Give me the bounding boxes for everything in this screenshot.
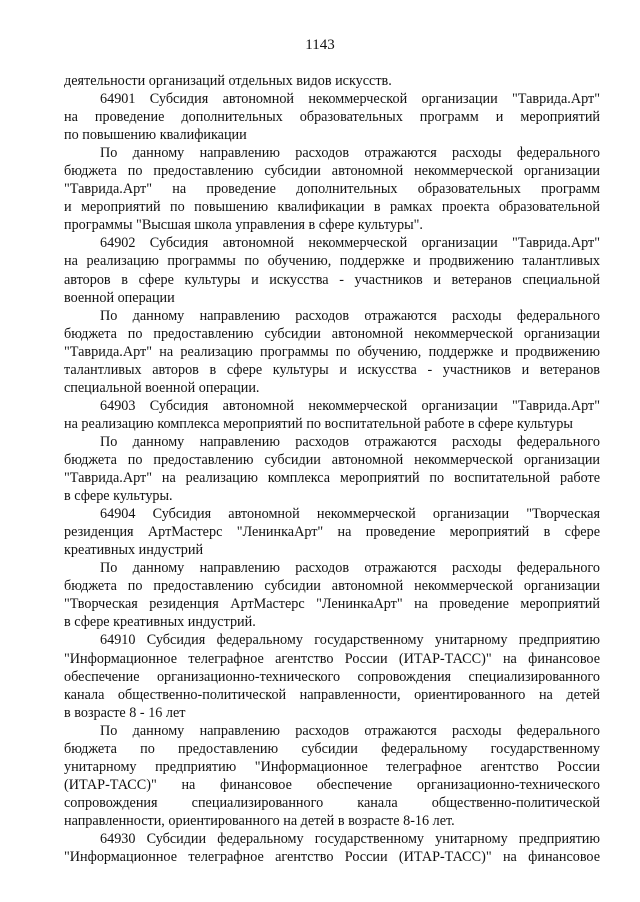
paragraph — [64, 307, 600, 397]
paragraph — [64, 144, 600, 234]
text-line: военной операции — [64, 289, 175, 306]
text-line: По данному направлению расходов отражаются расходы федерального — [100, 307, 600, 324]
paragraph — [64, 433, 600, 505]
text-line: "Творческая резиденция АртМастерс "ЛенинкаАрт" на проведение мероприятий — [64, 596, 600, 613]
text-line: унитарному предприятию "Информационное телеграфное агентство России — [64, 758, 600, 775]
paragraph — [64, 559, 600, 631]
text-line: 64902 Субсидия автономной некоммерческой организации "Таврида.Арт" — [100, 235, 600, 252]
text-line: в сфере креативных индустрий. — [64, 614, 256, 631]
text-line: бюджета по предоставлению субсидии автономной некоммерческой организации — [64, 325, 600, 342]
paragraph — [64, 397, 600, 433]
text-line: 64903 Субсидия автономной некоммерческой организации "Таврида.Арт" — [100, 397, 600, 414]
text-line: 64910 Субсидия федеральному государственному унитарному предприятию — [100, 632, 600, 649]
text-line: 64901 Субсидия автономной некоммерческой организации "Таврида.Арт" — [100, 91, 600, 108]
text-line: канала общественно-политической направленности, ориентированного на детей — [64, 686, 600, 703]
text-line: По данному направлению расходов отражаются расходы федерального — [100, 145, 600, 162]
page-number: 1143 — [305, 37, 335, 53]
text-line: обеспечение организационно-технического сопровождения специализированного — [64, 668, 600, 685]
text-line: направленности, ориентированного на детей в возрасте 8-16 лет. — [64, 812, 455, 829]
text-line: резиденция АртМастерс "ЛенинкаАрт" на проведение мероприятий в сфере — [64, 524, 600, 541]
text-line: (ИТАР-ТАСС)" на финансовое обеспечение организационно-технического — [64, 776, 600, 793]
paragraph — [64, 90, 600, 144]
paragraph — [64, 722, 600, 830]
text-line: по повышению квалификации — [64, 127, 247, 144]
text-line: сопровождения специализированного канала общественно-политической — [64, 794, 600, 811]
text-line: "Таврида.Арт" на реализацию комплекса мероприятий по воспитательной работе — [64, 470, 600, 487]
paragraph — [64, 830, 600, 866]
text-line: "Информационное телеграфное агентство России (ИТАР-ТАСС)" на финансовое — [64, 650, 600, 667]
paragraph — [64, 72, 600, 90]
text-line: на реализацию программы по обучению, поддержке и продвижению талантливых — [64, 253, 600, 270]
text-line: бюджета по предоставлению субсидии автономной некоммерческой организации — [64, 451, 600, 468]
paragraph — [64, 505, 600, 559]
text-line: По данному направлению расходов отражаются расходы федерального — [100, 722, 600, 739]
text-line: авторов в сфере культуры и искусства - участников и ветеранов специальной — [64, 271, 600, 288]
text-line: "Таврида.Арт" на проведение дополнительных образовательных программ — [64, 181, 600, 198]
text-line: талантливых авторов в сфере культуры и искусства - участников и ветеранов — [64, 361, 600, 378]
text-line: креативных индустрий — [64, 542, 204, 559]
text-line: на проведение дополнительных образовательных программ и мероприятий — [64, 109, 600, 126]
paragraph — [64, 234, 600, 306]
text-line: 64904 Субсидия автономной некоммерческой организации "Творческая — [100, 506, 600, 523]
text-line: специальной военной операции. — [64, 379, 260, 396]
text-line: По данному направлению расходов отражаются расходы федерального — [100, 560, 600, 577]
text-line: "Таврида.Арт" на реализацию программы по обучению, поддержке и продвижению — [64, 343, 600, 360]
text-line: 64930 Субсидии федеральному государственному унитарному предприятию — [100, 830, 600, 847]
text-line: в сфере культуры. — [64, 488, 173, 505]
text-line: программы "Высшая школа управления в сфере культуры". — [64, 217, 423, 234]
text-line: деятельности организаций отдельных видов искусств. — [64, 73, 392, 89]
text-line: По данному направлению расходов отражаются расходы федерального — [100, 433, 600, 450]
paragraph — [64, 631, 600, 721]
text-line: в возрасте 8 - 16 лет — [64, 704, 186, 721]
text-line: "Информационное телеграфное агентство России (ИТАР-ТАСС)" на финансовое — [64, 849, 600, 866]
text-line: бюджета по предоставлению субсидии автономной некоммерческой организации — [64, 163, 600, 180]
document-body — [64, 72, 600, 866]
text-line: бюджета по предоставлению субсидии автономной некоммерческой организации — [64, 578, 600, 595]
text-line: на реализацию комплекса мероприятий по воспитательной работе в сфере культуры — [64, 415, 573, 432]
text-line: бюджета по предоставлению субсидии федеральному государственному — [64, 740, 600, 757]
text-line: и мероприятий по повышению квалификации в рамках проекта образовательной — [64, 199, 600, 216]
